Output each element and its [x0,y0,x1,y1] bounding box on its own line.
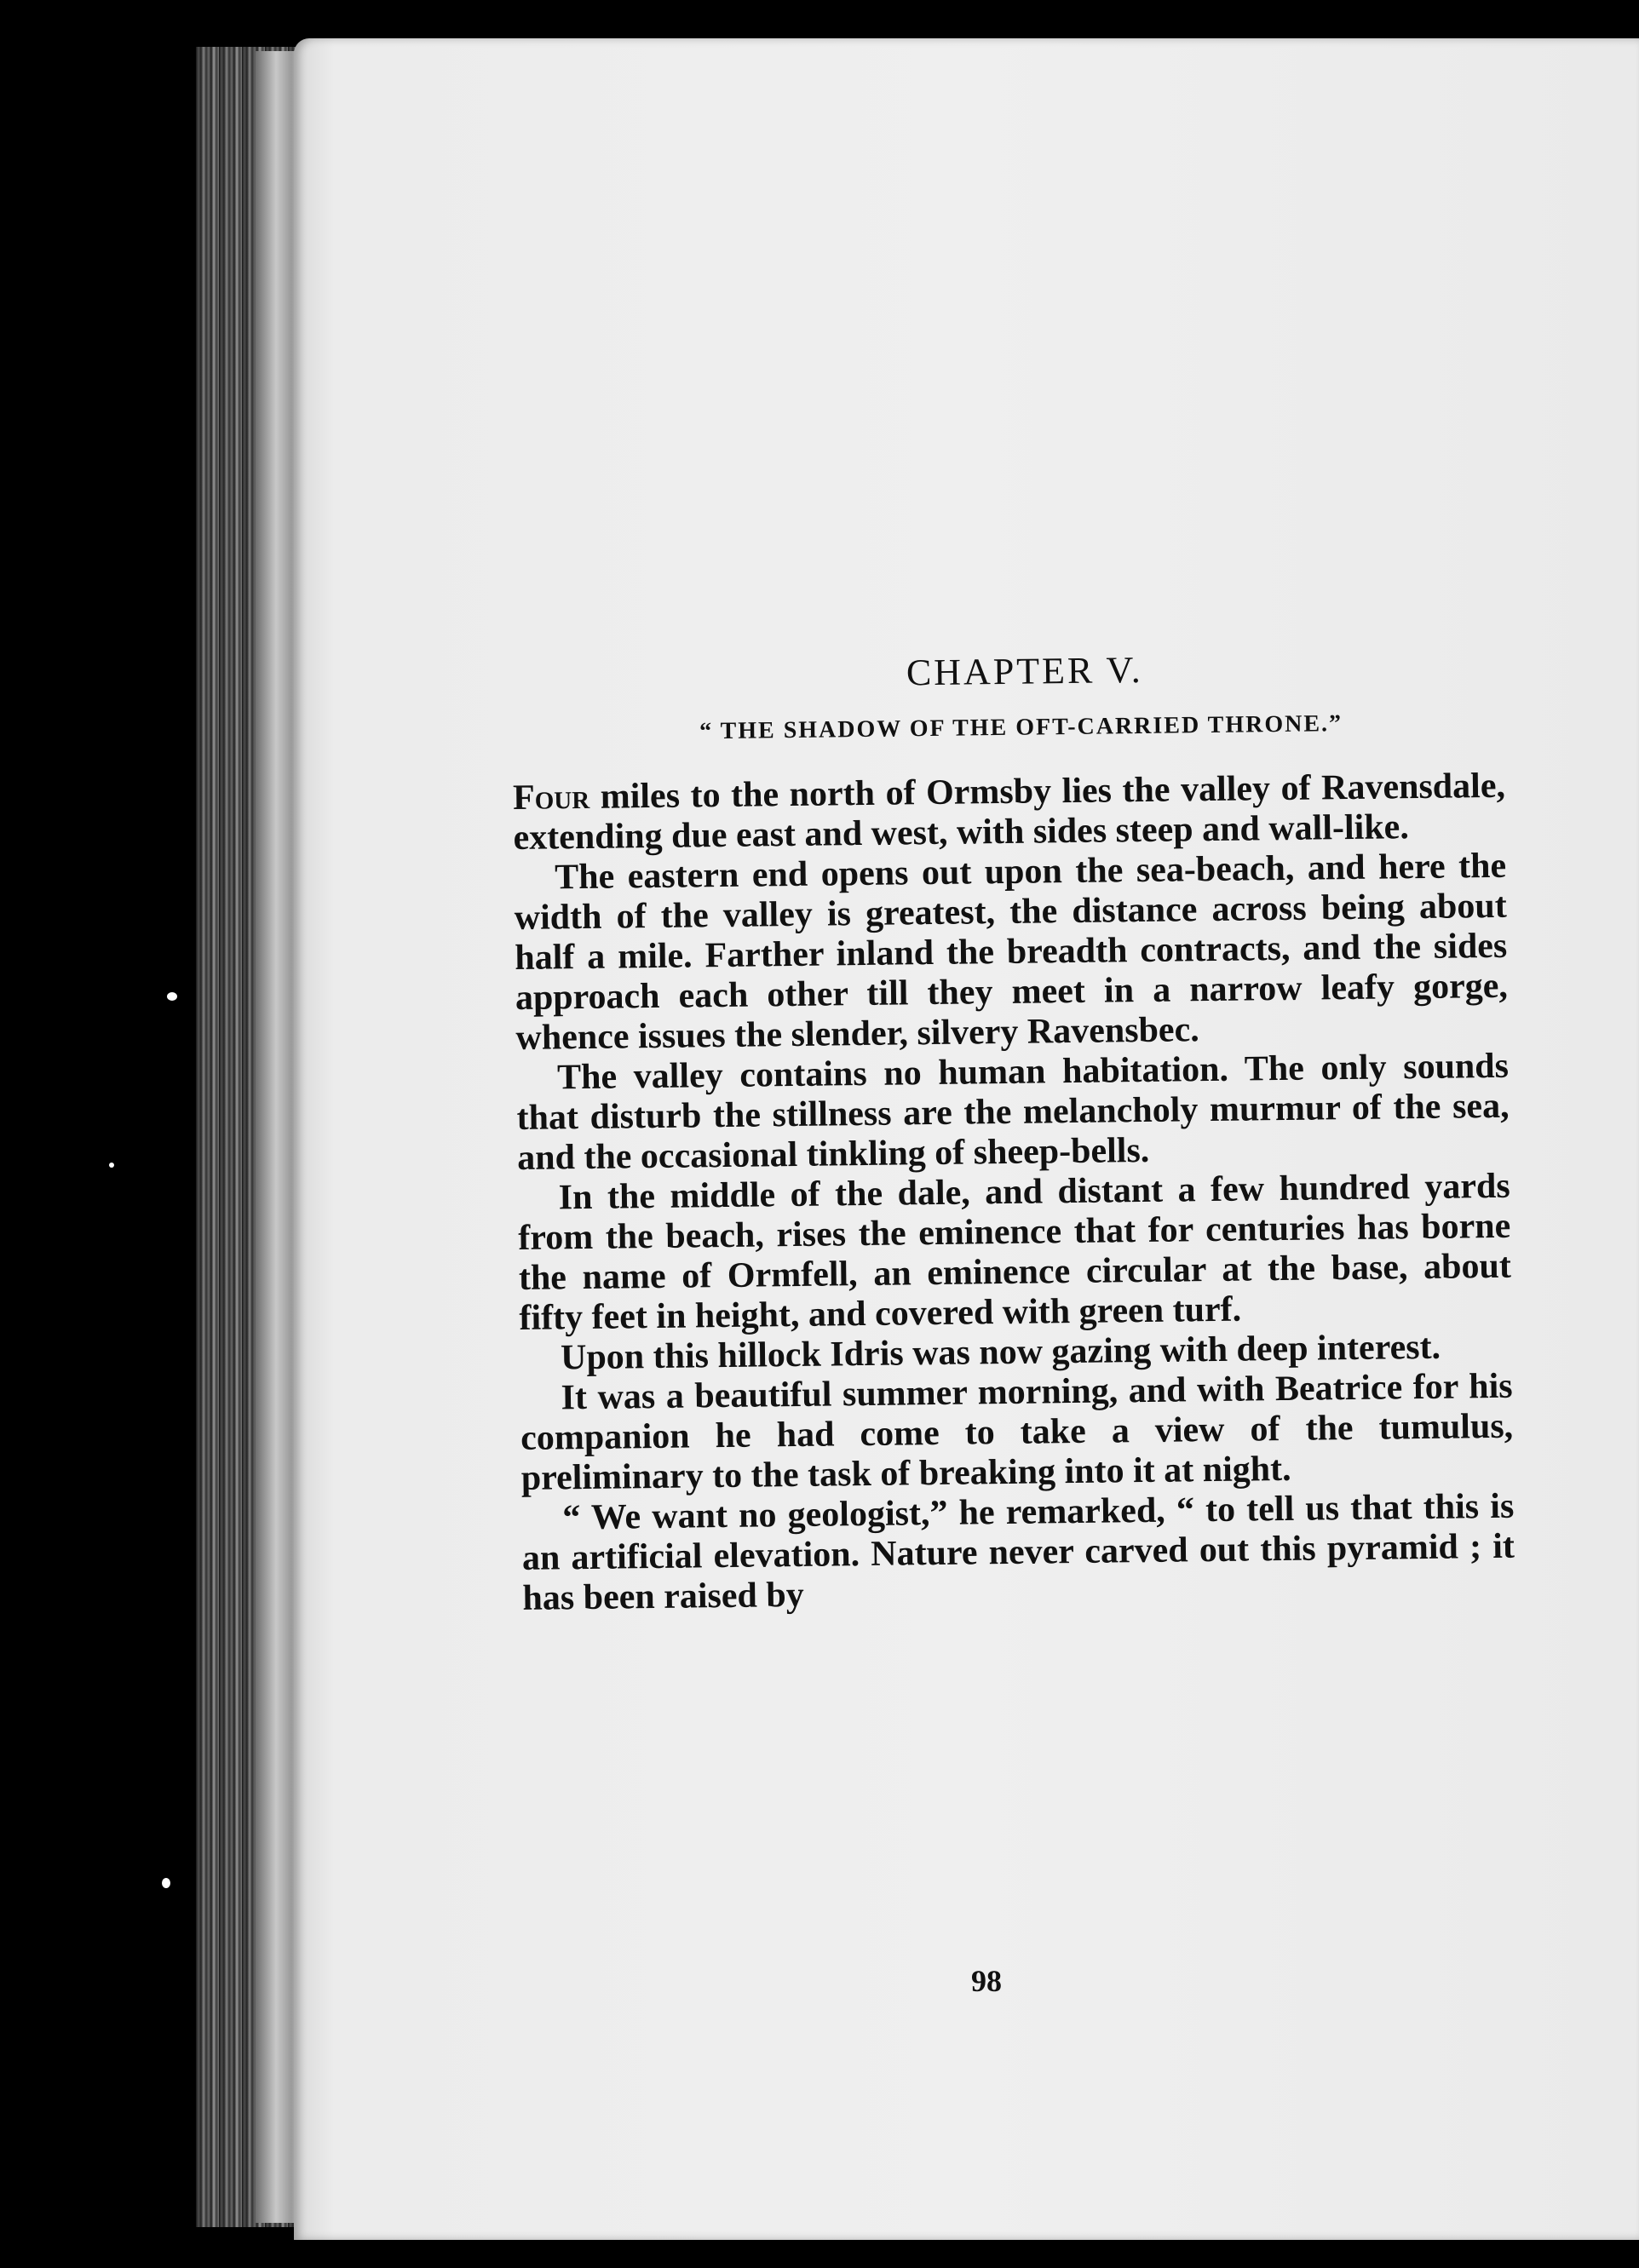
paragraph: “ We want no geologist,” he remarked, “ to tell us that this is an artificial elevation. Nature never carved out this pyramid ; it has been raised by [521,1487,1515,1619]
paragraph-text: miles to the north of Ormsby lies the valley of Ravensdale, extending due east and west, with sides steep and wall-like. [513,767,1506,858]
scan-speck [162,1878,170,1888]
chapter-title: CHAPTER V. [906,648,1143,694]
paragraph: Upon this hillock Idris was now gazing with deep interest. [560,1328,1441,1378]
chapter-subtitle: “ THE SHADOW OF THE OFT-CARRIED THRONE.” [699,709,1343,745]
paragraph: The eastern end opens out upon the sea-beach, and here the width of the valley is greatest, the distance across being about half a mile. Farther inland the breadth contracts, and the sides approach each other till they meet in a narrow leafy gorge, whence issues the slender, silvery Ravensbec. [514,847,1509,1059]
scan-speck [109,1163,114,1168]
paragraph: The valley contains no human habitation. The only sounds that disturb the stillness are the melancholy murmur of the sea, and the occasional tinkling of sheep-bells. [516,1047,1510,1179]
paragraph [513,767,1506,858]
page-number: 98 [971,1964,1002,1998]
scan-speck [167,992,177,1001]
paragraph-lead-word: Four [512,778,590,818]
page-text-block [511,644,1515,1620]
paragraph: In the middle of the dale, and distant a few hundred yards from the beach, rises the eminence that for centuries has borne the name of Ormfell, an eminence circular at the base, about fifty feet in height, and covered with green turf. [518,1167,1512,1339]
paragraph: It was a beautiful summer morning, and with Beatrice for his companion he had come to take a view of the tumulus, preliminary to the task of breaking into it at night. [520,1367,1514,1499]
